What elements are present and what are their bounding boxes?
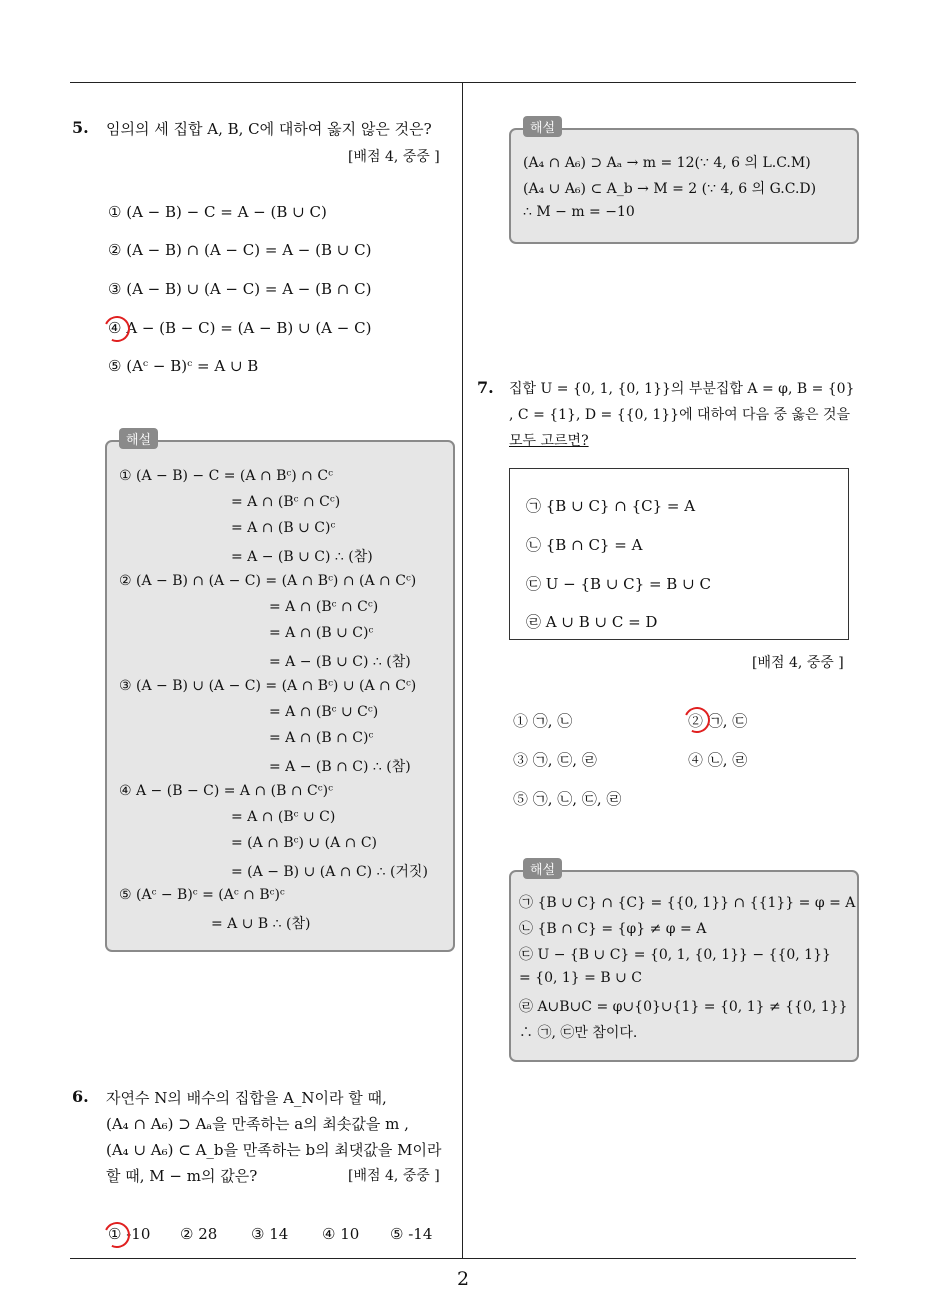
q5-sol-line: ① (A − B) − C = (A ∩ Bᶜ) ∩ Cᶜ — [119, 468, 333, 484]
answer-mark-circle — [100, 1218, 133, 1251]
q7-statement: ㉣ A ∪ B ∪ C = D — [526, 613, 658, 631]
q5-sol-line: = A ∩ (Bᶜ ∩ Cᶜ) — [231, 494, 341, 510]
q5-sol-line: = (A − B) ∪ (A ∩ C) ∴ (거짓) — [231, 864, 428, 880]
q7-sol-line: ㉢ U − {B ∪ C} = {0, 1, {0, 1}} − {{0, 1}} — [519, 947, 831, 963]
q6-choice-4[interactable]: ④ 10 — [322, 1225, 360, 1243]
q5-sol-line: = A ∩ (B ∪ C)ᶜ — [231, 520, 336, 536]
q6-solution-box — [509, 121, 859, 244]
solution-tag: 해설 — [523, 116, 562, 137]
q6-choice-2[interactable]: ② 28 — [180, 1225, 218, 1243]
q5-stem: 임의의 세 집합 A, B, C에 대하여 옳지 않은 것은? — [106, 120, 432, 138]
q7-sol-line: ∴ ㉠, ㉢만 참이다. — [519, 1025, 638, 1041]
q5-sol-line: = A ∩ (Bᶜ ∪ Cᶜ) — [269, 704, 379, 720]
q7-number: 7. — [477, 378, 494, 397]
q7-sol-line: ㉠ {B ∪ C} ∩ {C} = {{0, 1}} ∩ {{1}} = φ = A — [519, 895, 856, 911]
q7-sol-line: ㉡ {B ∩ C} = {φ} ≠ φ = A — [519, 921, 707, 937]
q6-stem-line: 할 때, M − m의 값은? — [106, 1167, 258, 1185]
q5-sol-line: = A − (B ∩ C) ∴ (참) — [269, 759, 411, 775]
q7-choice-2[interactable]: ② ㉠, ㉢ — [688, 712, 748, 730]
q5-sol-line: = A ∩ (Bᶜ ∩ Cᶜ) — [269, 599, 379, 615]
q5-sol-line: ⑤ (Aᶜ − B)ᶜ = (Aᶜ ∩ Bᶜ)ᶜ — [119, 887, 285, 903]
q7-stem-line: 집합 U = {0, 1, {0, 1}}의 부분집합 A = φ, B = {0} — [509, 381, 855, 397]
q7-sol-line: ㉣ A∪B∪C = φ∪{0}∪{1} = {0, 1} ≠ {{0, 1}} — [519, 999, 848, 1015]
solution-tag: 해설 — [523, 858, 562, 879]
solution-tag: 해설 — [119, 428, 158, 449]
q6-stem-line: 자연수 N의 배수의 집합을 A_N이라 할 때, — [106, 1089, 387, 1107]
q5-sol-line: ② (A − B) ∩ (A − C) = (A ∩ Bᶜ) ∩ (A ∩ Cᶜ) — [119, 573, 417, 589]
q5-option-2[interactable]: ② (A − B) ∩ (A − C) = A − (B ∪ C) — [108, 241, 372, 259]
q7-stem-line: , C = {1}, D = {{0, 1}}에 대하여 다음 중 옳은 것을 — [509, 407, 851, 423]
q5-number: 5. — [72, 118, 89, 137]
q6-sol-line: (A₄ ∪ A₆) ⊂ A_b → M = 2 (∵ 4, 6 의 G.C.D) — [523, 181, 817, 197]
q5-sol-line: ③ (A − B) ∪ (A − C) = (A ∩ Bᶜ) ∪ (A ∩ Cᶜ) — [119, 678, 417, 694]
q5-sol-line: = A ∪ B ∴ (참) — [211, 916, 311, 932]
column-divider — [462, 82, 463, 1258]
q5-sol-line: = A ∩ (B ∩ C)ᶜ — [269, 730, 374, 746]
q5-option-3[interactable]: ③ (A − B) ∪ (A − C) = A − (B ∩ C) — [108, 280, 372, 298]
answer-mark-circle — [100, 312, 133, 345]
q7-choice-1[interactable]: ① ㉠, ㉡ — [513, 712, 573, 730]
q6-stem-line: (A₄ ∪ A₆) ⊂ A_b을 만족하는 b의 최댓값을 M이라 — [106, 1141, 442, 1159]
q5-sol-line: = A ∩ (B ∪ C)ᶜ — [269, 625, 374, 641]
q6-sol-line: (A₄ ∩ A₆) ⊃ Aₐ → m = 12(∵ 4, 6 의 L.C.M) — [523, 155, 811, 171]
q6-choice-1[interactable]: ① -10 — [108, 1225, 151, 1243]
q6-stem-line: (A₄ ∩ A₆) ⊃ Aₐ을 만족하는 a의 최솟값을 m , — [106, 1115, 409, 1133]
q6-number: 6. — [72, 1087, 89, 1106]
q6-score: [배점 4, 중중 ] — [348, 1168, 440, 1184]
q7-choice-4[interactable]: ④ ㉡, ㉣ — [688, 751, 748, 769]
q7-choice-5[interactable]: ⑤ ㉠, ㉡, ㉢, ㉣ — [513, 790, 622, 808]
q7-stem-line: 모두 고르면? — [509, 433, 589, 449]
q6-sol-line: ∴ M − m = −10 — [523, 204, 635, 220]
q5-option-5[interactable]: ⑤ (Aᶜ − B)ᶜ = A ∪ B — [108, 357, 259, 375]
q5-sol-line: = A − (B ∪ C) ∴ (참) — [269, 654, 411, 670]
q7-statement: ㉠ {B ∪ C} ∩ {C} = A — [526, 497, 696, 515]
q6-choice-5[interactable]: ⑤ -14 — [390, 1225, 433, 1243]
q5-sol-line: = (A ∩ Bᶜ) ∪ (A ∩ C) — [231, 835, 377, 851]
q5-sol-line: = A − (B ∪ C) ∴ (참) — [231, 549, 373, 565]
page-number: 2 — [456, 1268, 470, 1290]
top-rule — [70, 82, 856, 83]
q7-solution-box — [509, 863, 859, 1062]
q5-sol-line: ④ A − (B − C) = A ∩ (B ∩ Cᶜ)ᶜ — [119, 783, 333, 799]
q6-choice-3[interactable]: ③ 14 — [251, 1225, 289, 1243]
answer-mark-circle — [680, 703, 713, 736]
bottom-rule — [70, 1258, 856, 1259]
q7-statement: ㉢ U − {B ∪ C} = B ∪ C — [526, 575, 711, 593]
q7-choice-3[interactable]: ③ ㉠, ㉢, ㉣ — [513, 751, 597, 769]
q7-sol-line: = {0, 1} = B ∪ C — [519, 970, 642, 986]
q5-solution-box — [105, 433, 455, 952]
q7-statement-box — [509, 468, 849, 640]
q5-sol-line: = A ∩ (Bᶜ ∪ C) — [231, 809, 336, 825]
q5-option-1[interactable]: ① (A − B) − C = A − (B ∪ C) — [108, 203, 327, 221]
q7-statement: ㉡ {B ∩ C} = A — [526, 536, 643, 554]
q5-option-4[interactable]: ④ A − (B − C) = (A − B) ∪ (A − C) — [108, 319, 372, 337]
q7-score: [배점 4, 중중 ] — [752, 655, 844, 671]
q5-score: [배점 4, 중중 ] — [348, 149, 440, 165]
